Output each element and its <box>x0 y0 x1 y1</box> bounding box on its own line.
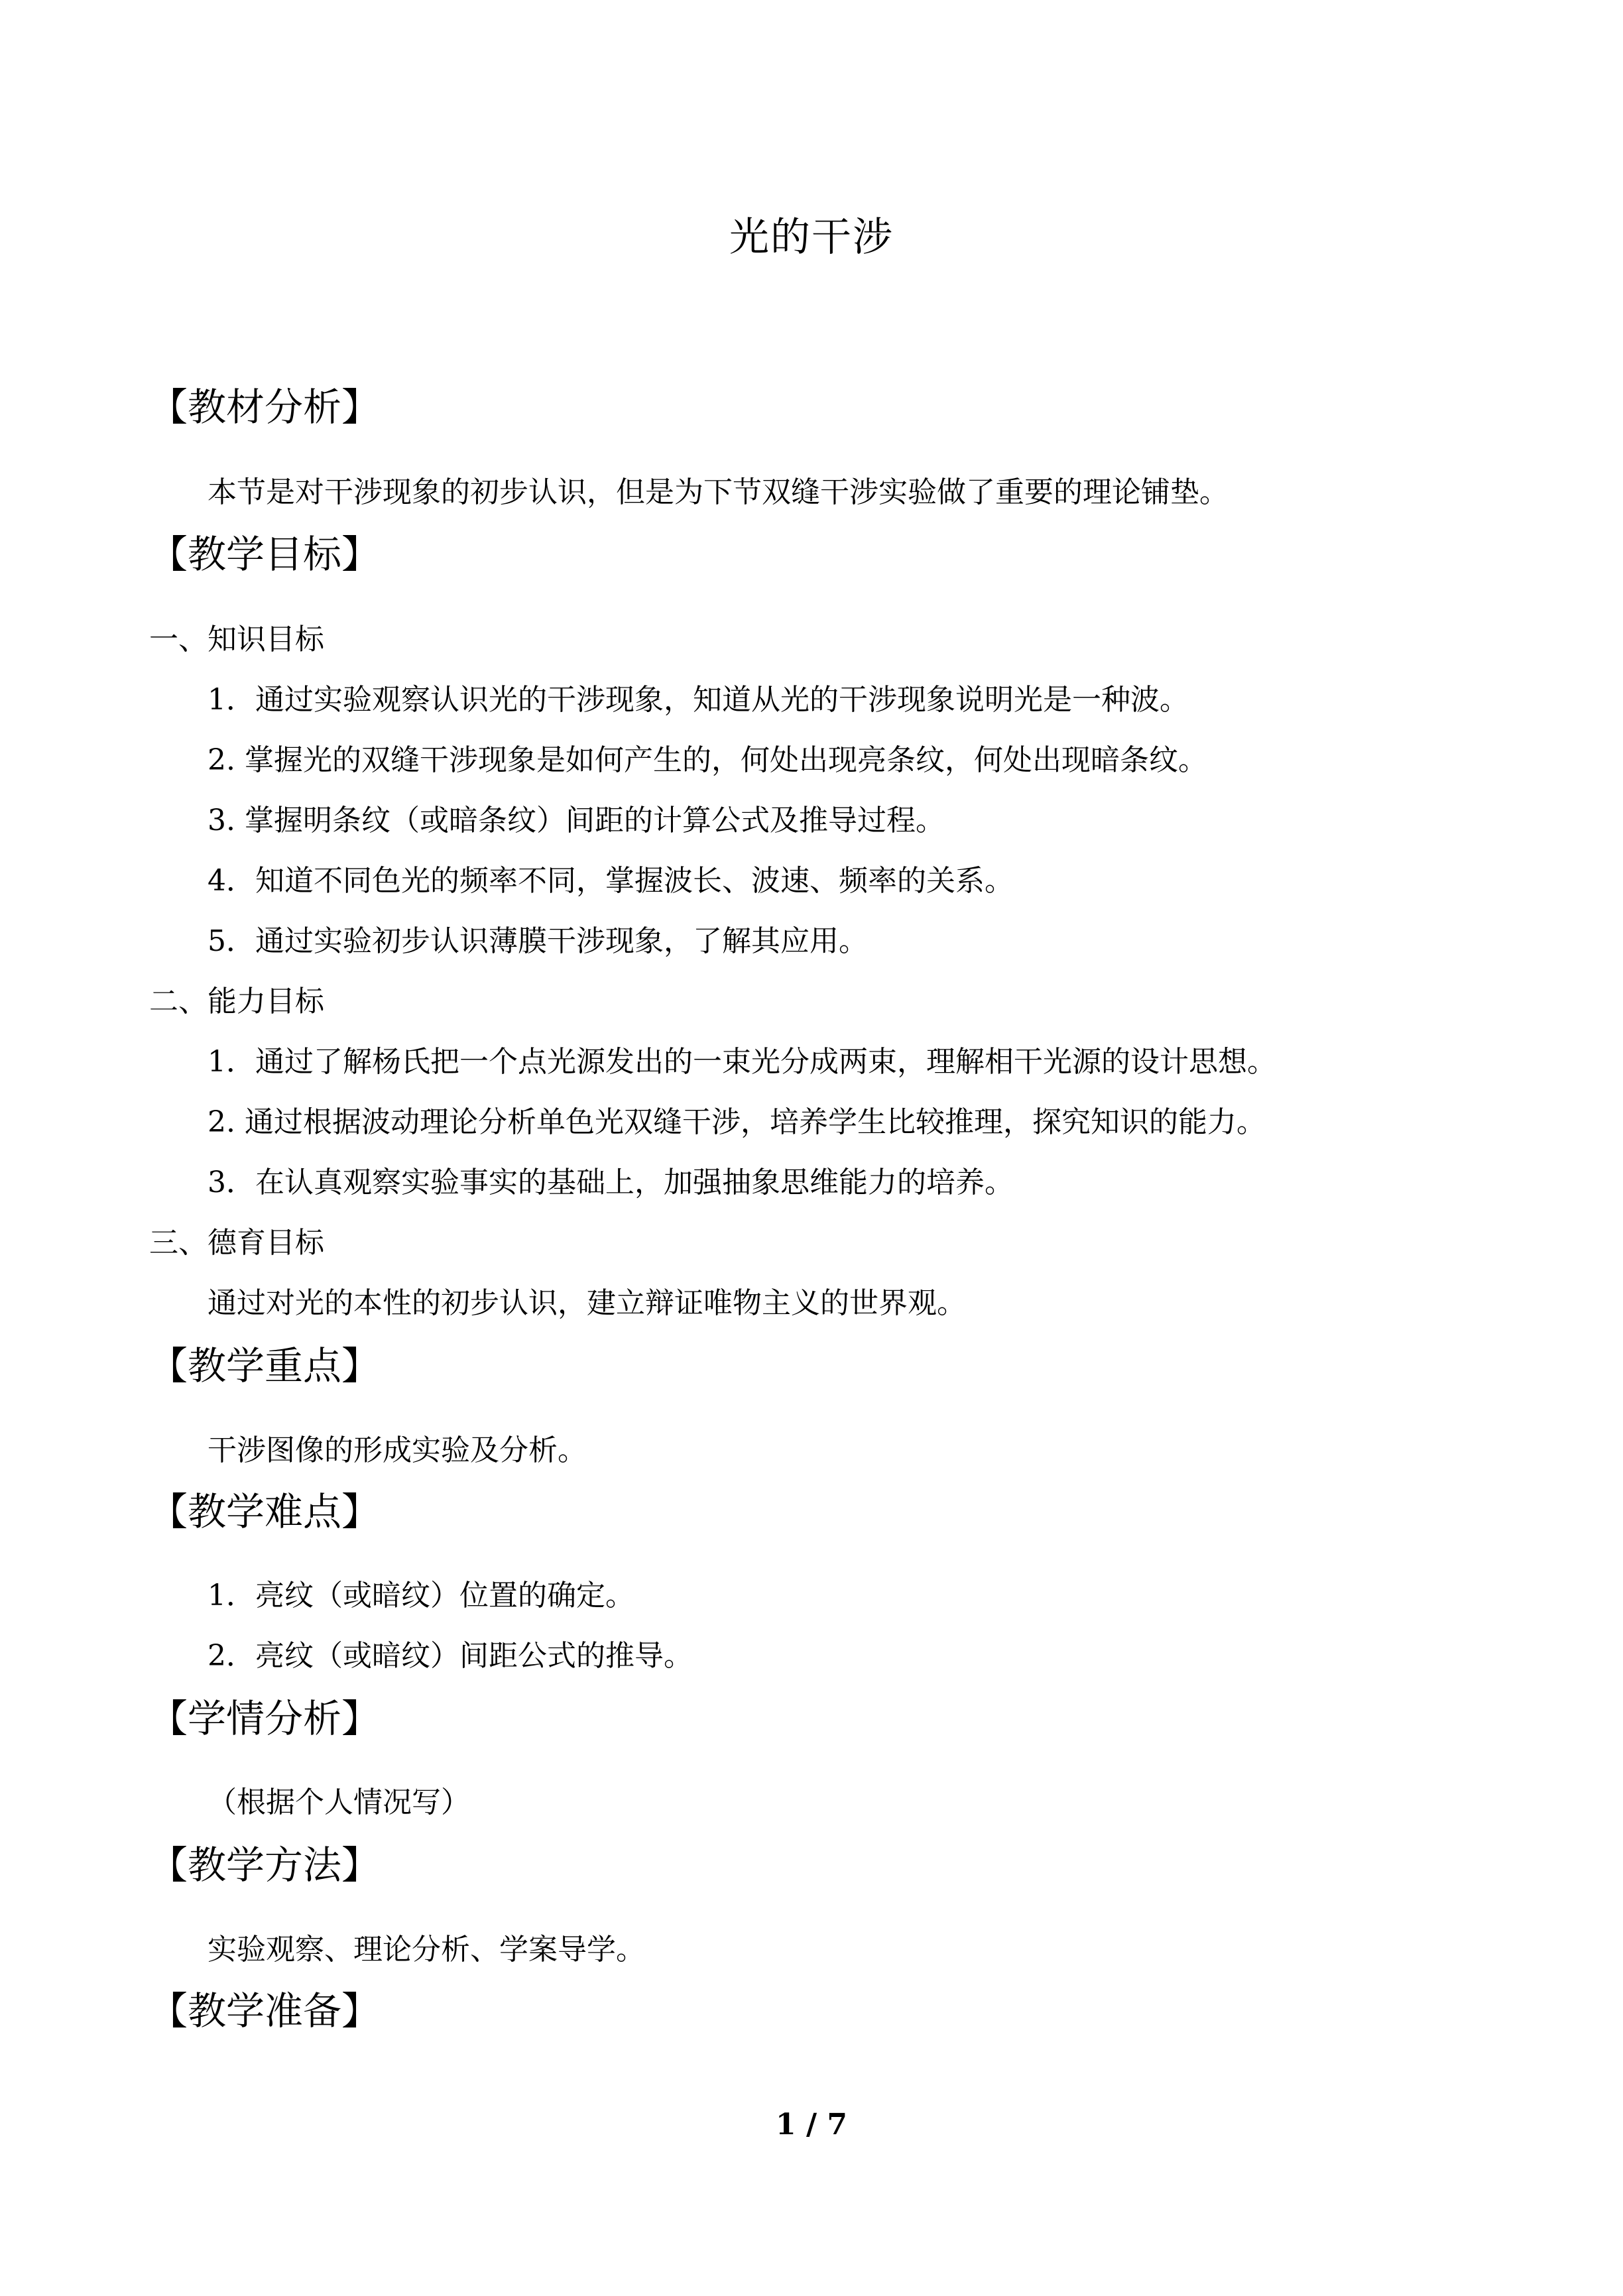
ability-goal-item: 2. 通过根据波动理论分析单色光双缝干涉，培养学生比较推理，探究知识的能力。 <box>208 1105 1266 1139</box>
section-heading-key-points: 【教学重点】 <box>149 1343 381 1388</box>
section-heading-difficulties: 【教学难点】 <box>149 1489 381 1534</box>
difficulty-item: 2．亮纹（或暗纹）间距公式的推导。 <box>208 1639 693 1673</box>
knowledge-goals-label: 一、知识目标 <box>149 623 324 656</box>
section-heading-materials-analysis: 【教材分析】 <box>149 385 381 430</box>
ability-goal-item: 3．在认真观察实验事实的基础上，加强抽象思维能力的培养。 <box>208 1166 1014 1199</box>
ability-goals-label: 二、能力目标 <box>149 985 324 1018</box>
methods-text: 实验观察、理论分析、学案导学。 <box>208 1933 645 1966</box>
knowledge-goal-item: 2. 掌握光的双缝干涉现象是如何产生的，何处出现亮条纹，何处出现暗条纹。 <box>208 743 1207 777</box>
page-title: 光的干涉 <box>729 214 894 261</box>
difficulty-item: 1．亮纹（或暗纹）位置的确定。 <box>208 1579 634 1612</box>
student-analysis-text: （根据个人情况写） <box>208 1785 470 1819</box>
knowledge-goal-item: 4．知道不同色光的频率不同，掌握波长、波速、频率的关系。 <box>208 864 1014 898</box>
knowledge-goal-item: 1．通过实验观察认识光的干涉现象，知道从光的干涉现象说明光是一种波。 <box>208 683 1189 717</box>
knowledge-goal-item: 3. 掌握明条纹（或暗条纹）间距的计算公式及推导过程。 <box>208 804 945 837</box>
moral-goal-text: 通过对光的本性的初步认识，建立辩证唯物主义的世界观。 <box>208 1286 966 1320</box>
section-heading-methods: 【教学方法】 <box>149 1843 381 1888</box>
moral-goals-label: 三、德育目标 <box>149 1226 324 1260</box>
knowledge-goal-item: 5．通过实验初步认识薄膜干涉现象，了解其应用。 <box>208 924 868 958</box>
materials-analysis-text: 本节是对干涉现象的初步认识，但是为下节双缝干涉实验做了重要的理论铺垫。 <box>208 475 1229 509</box>
section-heading-student-analysis: 【学情分析】 <box>149 1696 381 1741</box>
ability-goal-item: 1．通过了解杨氏把一个点光源发出的一束光分成两束，理解相干光源的设计思想。 <box>208 1045 1276 1079</box>
section-heading-teaching-goals: 【教学目标】 <box>149 532 381 577</box>
section-heading-preparation: 【教学准备】 <box>149 1988 381 2033</box>
key-points-text: 干涉图像的形成实验及分析。 <box>208 1433 587 1467</box>
page-number: 1 / 7 <box>776 2108 847 2142</box>
